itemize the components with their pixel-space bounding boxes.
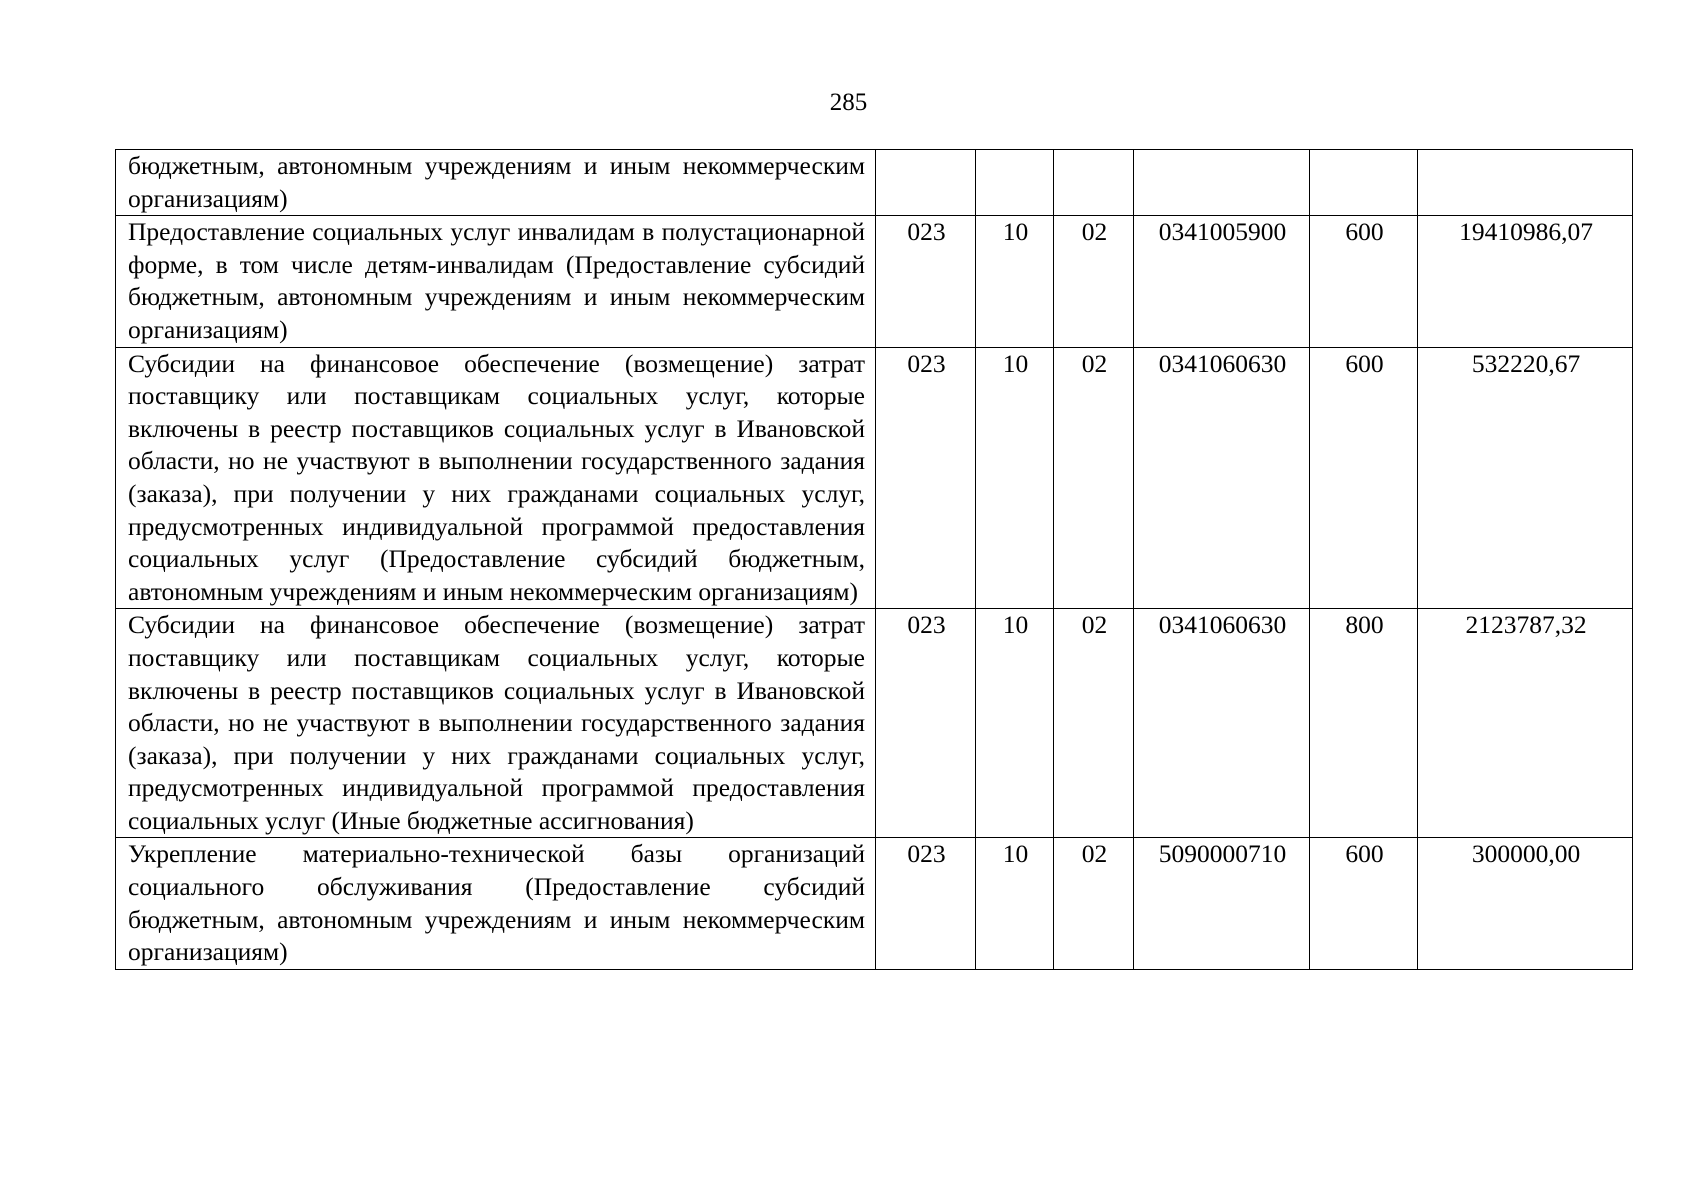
table-row	[116, 216, 1633, 347]
row-section: 10	[976, 609, 1054, 838]
row-description: Субсидии на финансовое обеспечение (возмещение) затрат поставщику или поставщикам социальных услуг, которые включены в реестр поставщиков социальных услуг в Ивановской области, но не участвуют в выполнении государственного задания (заказа), при получении у них гражданами социальных услуг, предусмотренных индивидуальной программой предоставления социальных услуг (Иные бюджетные ассигнования)	[116, 609, 876, 838]
row-grbs-code: 023	[876, 838, 976, 969]
row-subsection: 02	[1054, 347, 1134, 609]
budget-table	[115, 149, 1633, 970]
row-amount: 19410986,07	[1418, 216, 1633, 347]
row-description: бюджетным, автономным учреждениям и иным некоммерческим организациям)	[116, 150, 876, 216]
row-target-article: 5090000710	[1134, 838, 1310, 969]
row-target-article	[1134, 150, 1310, 216]
row-subsection: 02	[1054, 216, 1134, 347]
row-description: Укрепление материально-технической базы организаций социального обслуживания (Предоставление субсидий бюджетным, автономным учреждениям и иным некоммерческим организациям)	[116, 838, 876, 969]
row-expense-type: 800	[1310, 609, 1418, 838]
row-amount: 532220,67	[1418, 347, 1633, 609]
row-target-article: 0341005900	[1134, 216, 1310, 347]
table-row	[116, 347, 1633, 609]
row-section: 10	[976, 838, 1054, 969]
row-subsection	[1054, 150, 1134, 216]
row-section: 10	[976, 216, 1054, 347]
row-grbs-code: 023	[876, 609, 976, 838]
row-subsection: 02	[1054, 609, 1134, 838]
row-subsection: 02	[1054, 838, 1134, 969]
row-description: Субсидии на финансовое обеспечение (возмещение) затрат поставщику или поставщикам социальных услуг, которые включены в реестр поставщиков социальных услуг в Ивановской области, но не участвуют в выполнении государственного задания (заказа), при получении у них гражданами социальных услуг, предусмотренных индивидуальной программой предоставления социальных услуг (Предоставление субсидий бюджетным, автономным учреждениям и иным некоммерческим организациям)	[116, 347, 876, 609]
table-row	[116, 838, 1633, 969]
row-expense-type: 600	[1310, 347, 1418, 609]
row-amount	[1418, 150, 1633, 216]
row-section: 10	[976, 347, 1054, 609]
table-row	[116, 609, 1633, 838]
row-grbs-code: 023	[876, 347, 976, 609]
row-expense-type	[1310, 150, 1418, 216]
row-amount: 2123787,32	[1418, 609, 1633, 838]
row-amount: 300000,00	[1418, 838, 1633, 969]
row-target-article: 0341060630	[1134, 347, 1310, 609]
row-expense-type: 600	[1310, 838, 1418, 969]
row-section	[976, 150, 1054, 216]
row-grbs-code: 023	[876, 216, 976, 347]
row-target-article: 0341060630	[1134, 609, 1310, 838]
row-expense-type: 600	[1310, 216, 1418, 347]
table-row	[116, 150, 1633, 216]
row-description: Предоставление социальных услуг инвалидам в полустационарной форме, в том числе детям-инвалидам (Предоставление субсидий бюджетным, автономным учреждениям и иным некоммерческим организациям)	[116, 216, 876, 347]
row-grbs-code	[876, 150, 976, 216]
page-number: 285	[829, 89, 868, 116]
